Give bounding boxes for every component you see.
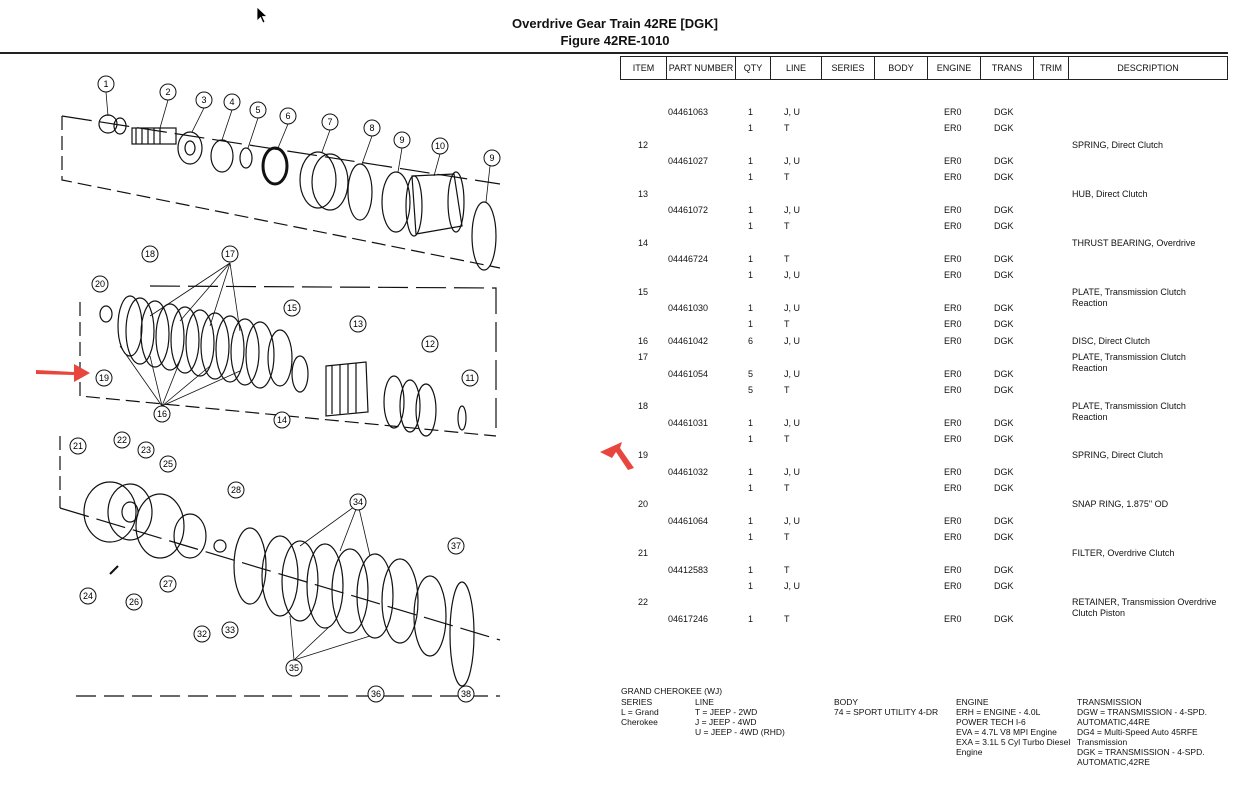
table-row — [620, 611, 1227, 627]
cell-item: 22 — [638, 597, 649, 608]
cell-part: 04461064 — [668, 515, 709, 526]
cell-trans: DGK — [994, 123, 1014, 134]
table-row — [620, 235, 1227, 251]
table-row — [620, 578, 1227, 594]
table-row — [620, 366, 1227, 382]
cell-line: J, U — [784, 156, 801, 167]
callout-5 — [250, 102, 266, 118]
table-row — [620, 251, 1227, 267]
header-rule — [0, 52, 1228, 54]
cell-qty: 1 — [748, 303, 754, 314]
cell-trans: DGK — [994, 580, 1014, 591]
legend-body: BODY 74 = SPORT UTILITY 4-DR — [834, 697, 939, 717]
cell-line: J, U — [784, 515, 801, 526]
callout-8 — [364, 120, 380, 136]
cell-qty: 1 — [748, 254, 754, 265]
cell-item: 17 — [638, 352, 649, 363]
cell-line: T — [784, 613, 790, 624]
col-description: DESCRIPTION — [1069, 57, 1228, 80]
cell-desc: SPRING, Direct Clutch — [1072, 450, 1164, 461]
callout-16 — [154, 406, 170, 422]
part-9b-snap-ring — [472, 202, 496, 270]
callout-10 — [432, 138, 448, 154]
part-33-plate — [234, 528, 266, 604]
callout-35 — [286, 660, 302, 676]
cell-qty: 1 — [748, 156, 754, 167]
cell-qty: 1 — [748, 482, 754, 493]
part-38-snap-ring — [450, 582, 474, 686]
callout-label: 10 — [434, 141, 446, 151]
part-24-bolt — [110, 566, 118, 574]
part-15-plate — [268, 330, 292, 386]
cell-trans: DGK — [994, 107, 1014, 117]
cell-qty: 1 — [748, 107, 754, 117]
callout-17 — [222, 246, 238, 262]
table-row — [620, 153, 1227, 169]
cell-trans: DGK — [994, 531, 1014, 542]
cell-qty: 6 — [748, 335, 754, 346]
cell-item: 20 — [638, 499, 649, 510]
callout-24 — [80, 588, 96, 604]
cell-desc: HUB, Direct Clutch — [1072, 188, 1148, 199]
cell-part: 04461054 — [668, 368, 709, 379]
parts-table-body — [620, 104, 1227, 627]
cell-part: 04461030 — [668, 303, 709, 314]
table-row — [620, 267, 1227, 283]
callout-9 — [394, 132, 410, 148]
part-8-ring — [348, 164, 372, 220]
cell-qty: 1 — [748, 515, 754, 526]
cell-item: 21 — [638, 548, 649, 559]
callout-12 — [422, 336, 438, 352]
cell-engine: ER0 — [944, 531, 962, 542]
callout-label: 14 — [276, 415, 288, 425]
cell-engine: ER0 — [944, 466, 962, 477]
callout-label: 23 — [140, 445, 152, 455]
cell-trans: DGK — [994, 335, 1014, 346]
cell-engine: ER0 — [944, 613, 962, 624]
cell-trans: DGK — [994, 613, 1014, 624]
callout-label: 15 — [286, 303, 298, 313]
callout-label: 32 — [196, 629, 208, 639]
cell-qty: 1 — [748, 172, 754, 183]
cell-line: T — [784, 433, 790, 444]
cell-item: 14 — [638, 237, 649, 248]
cell-trans: DGK — [994, 482, 1014, 493]
table-row — [620, 333, 1227, 349]
callout-32 — [194, 626, 210, 642]
callout-label: 26 — [128, 597, 140, 607]
callout-21 — [70, 438, 86, 454]
cell-trans: DGK — [994, 254, 1014, 265]
callout-34 — [350, 494, 366, 510]
cell-qty: 1 — [748, 564, 754, 575]
cell-desc: THRUST BEARING, Overdrive — [1072, 237, 1196, 248]
cell-trans: DGK — [994, 221, 1014, 232]
cell-part: 04461027 — [668, 156, 709, 167]
cell-qty: 1 — [748, 123, 754, 134]
cell-desc: PLATE, Transmission Clutch Reaction — [1072, 352, 1186, 374]
col-qty: QTY — [736, 57, 771, 80]
cell-engine: ER0 — [944, 580, 962, 591]
callout-label: 13 — [352, 319, 364, 329]
cell-engine: ER0 — [944, 156, 962, 167]
legend-line: LINE T = JEEP - 2WD J = JEEP - 4WD U = JEEP - 4WD (RHD) — [695, 697, 785, 737]
callout-label: 33 — [224, 625, 236, 635]
callout-label: 36 — [370, 689, 382, 699]
cell-line: T — [784, 319, 790, 330]
legend-transmission: TRANSMISSION DGW = TRANSMISSION - 4-SPD. AUTOMATIC,44RE DG4 = Multi-Speed Auto 45RFE Transmission DGK = TRANSMISSION - 4-SPD. AUTOMATIC,42RE — [1077, 697, 1207, 767]
red-arrow-left-icon — [34, 360, 94, 384]
cell-part: 04461031 — [668, 417, 709, 428]
table-row — [620, 284, 1227, 308]
cell-line: J, U — [784, 205, 801, 216]
callout-36 — [368, 686, 384, 702]
callout-label: 35 — [288, 663, 300, 673]
cell-qty: 1 — [748, 319, 754, 330]
cell-trans: DGK — [994, 270, 1014, 281]
callout-6 — [280, 108, 296, 124]
callout-33 — [222, 622, 238, 638]
cell-item: 12 — [638, 139, 649, 150]
callout-label: 2 — [165, 87, 171, 97]
callout-15 — [284, 300, 300, 316]
cell-line: T — [784, 531, 790, 542]
legend-engine: ENGINE ERH = ENGINE - 4.0L POWER TECH I-6 EVA = 4.7L V8 MPI Engine EXA = 3.1L 5 Cyl Turbo Diesel Engine — [956, 697, 1071, 757]
table-row — [620, 137, 1227, 153]
callout-label: 34 — [352, 497, 364, 507]
cell-trans: DGK — [994, 303, 1014, 314]
cell-qty: 1 — [748, 580, 754, 591]
callout-label: 7 — [327, 117, 333, 127]
table-row — [620, 464, 1227, 480]
callout-label: 9 — [399, 135, 405, 145]
callout-9 — [484, 150, 500, 166]
callout-20 — [92, 276, 108, 292]
parts-table-header — [620, 56, 1228, 80]
cell-item: 18 — [638, 401, 649, 412]
cell-desc: SPRING, Direct Clutch — [1072, 139, 1164, 150]
callout-label: 6 — [285, 111, 291, 121]
table-row — [620, 120, 1227, 136]
mouse-cursor-icon — [256, 6, 270, 26]
cell-part: 04446724 — [668, 254, 709, 265]
callout-label: 3 — [201, 95, 207, 105]
table-row — [620, 382, 1227, 398]
table-row — [620, 447, 1227, 463]
callout-14 — [274, 412, 290, 428]
callout-label: 8 — [369, 123, 375, 133]
cell-qty: 1 — [748, 205, 754, 216]
callout-label: 16 — [156, 409, 168, 419]
legend-model: GRAND CHEROKEE (WJ) — [621, 686, 723, 696]
table-row — [620, 104, 1227, 120]
cell-trans: DGK — [994, 433, 1014, 444]
table-row — [620, 300, 1227, 316]
col-trim: TRIM — [1034, 57, 1069, 80]
cell-engine: ER0 — [944, 319, 962, 330]
table-row — [620, 316, 1227, 332]
cell-engine: ER0 — [944, 384, 962, 395]
cell-part: 04461072 — [668, 205, 709, 216]
table-row — [620, 545, 1227, 561]
callout-label: 5 — [255, 105, 261, 115]
cell-part: 04461063 — [668, 107, 709, 117]
cell-line: J, U — [784, 270, 801, 281]
cell-line: J, U — [784, 580, 801, 591]
cell-trans: DGK — [994, 368, 1014, 379]
part-4-gear — [211, 140, 233, 172]
callout-19 — [96, 370, 112, 386]
cell-trans: DGK — [994, 417, 1014, 428]
cell-trans: DGK — [994, 515, 1014, 526]
cell-part: 04461042 — [668, 335, 709, 346]
cell-engine: ER0 — [944, 482, 962, 493]
cell-engine: ER0 — [944, 123, 962, 134]
part-28-ring — [214, 540, 226, 552]
callout-23 — [138, 442, 154, 458]
part-11-snap-ring — [458, 406, 466, 430]
cell-trans: DGK — [994, 172, 1014, 183]
cell-engine: ER0 — [944, 417, 962, 428]
callout-label: 19 — [98, 373, 110, 383]
col-series: SERIES — [822, 57, 875, 80]
cell-engine: ER0 — [944, 433, 962, 444]
exploded-diagram — [0, 56, 560, 716]
part-27-seal — [174, 514, 206, 558]
table-row — [620, 480, 1227, 496]
cell-engine: ER0 — [944, 172, 962, 183]
callout-11 — [462, 370, 478, 386]
table-row — [620, 202, 1227, 218]
callout-label: 22 — [116, 435, 128, 445]
col-part-number: PART NUMBER — [667, 57, 736, 80]
cell-item: 19 — [638, 450, 649, 461]
col-item: ITEM — [621, 57, 667, 80]
callout-label: 9 — [489, 153, 495, 163]
table-row — [620, 513, 1227, 529]
part-20-snap-ring — [100, 306, 112, 322]
callout-1 — [98, 76, 114, 92]
table-row — [620, 415, 1227, 431]
callout-label: 12 — [424, 339, 436, 349]
callout-label: 28 — [230, 485, 242, 495]
callout-2 — [160, 84, 176, 100]
table-row — [620, 169, 1227, 185]
page-title: Overdrive Gear Train 42RE [DGK] — [512, 16, 718, 31]
cell-qty: 1 — [748, 531, 754, 542]
callout-label: 11 — [465, 373, 475, 383]
callout-label: 37 — [450, 541, 462, 551]
cell-desc: DISC, Direct Clutch — [1072, 335, 1151, 346]
cell-line: J, U — [784, 417, 801, 428]
cell-engine: ER0 — [944, 303, 962, 314]
cell-qty: 1 — [748, 613, 754, 624]
part-14-bearing — [292, 356, 308, 392]
cell-trans: DGK — [994, 384, 1014, 395]
legend — [621, 686, 1207, 767]
cell-line: J, U — [784, 335, 801, 346]
part-6-bearing — [263, 148, 287, 184]
cell-line: T — [784, 564, 790, 575]
cell-line: J, U — [784, 107, 801, 117]
cell-part: 04461032 — [668, 466, 709, 477]
cell-engine: ER0 — [944, 270, 962, 281]
callout-4 — [224, 94, 240, 110]
cell-trans: DGK — [994, 564, 1014, 575]
table-row — [620, 562, 1227, 578]
cell-engine: ER0 — [944, 515, 962, 526]
cell-engine: ER0 — [944, 205, 962, 216]
callout-7 — [322, 114, 338, 130]
callout-28 — [228, 482, 244, 498]
cell-engine: ER0 — [944, 564, 962, 575]
callout-label: 1 — [103, 79, 109, 89]
cell-part: 04617246 — [668, 613, 709, 624]
cell-qty: 1 — [748, 221, 754, 232]
cell-desc: PLATE, Transmission Clutch Reaction — [1072, 286, 1186, 308]
legend-series: SERIES L = Grand Cherokee — [621, 697, 659, 727]
table-row — [620, 529, 1227, 545]
cell-qty: 1 — [748, 270, 754, 281]
cell-engine: ER0 — [944, 107, 962, 117]
figure-label: Figure 42RE-1010 — [560, 33, 670, 48]
col-line: LINE — [771, 57, 822, 80]
callout-label: 27 — [162, 579, 174, 589]
cell-part: 04412583 — [668, 564, 709, 575]
part-5-ring — [240, 148, 252, 168]
callout-38 — [458, 686, 474, 702]
callout-label: 25 — [162, 459, 174, 469]
callout-22 — [114, 432, 130, 448]
callout-label: 17 — [224, 249, 236, 259]
cell-line: T — [784, 123, 790, 134]
cell-engine: ER0 — [944, 221, 962, 232]
table-row — [620, 218, 1227, 234]
cell-line: J, U — [784, 368, 801, 379]
cell-qty: 5 — [748, 384, 754, 395]
callout-label: 4 — [229, 97, 235, 107]
col-body: BODY — [875, 57, 928, 80]
col-engine: ENGINE — [928, 57, 981, 80]
callout-27 — [160, 576, 176, 592]
callout-label: 18 — [144, 249, 156, 259]
cell-desc: PLATE, Transmission Clutch Reaction — [1072, 401, 1186, 423]
cell-line: T — [784, 172, 790, 183]
col-trans: TRANS — [981, 57, 1034, 80]
callout-25 — [160, 456, 176, 472]
cell-line: J, U — [784, 303, 801, 314]
cell-line: T — [784, 384, 790, 395]
cell-engine: ER0 — [944, 368, 962, 379]
callout-3 — [196, 92, 212, 108]
cell-desc: RETAINER, Transmission Overdrive Clutch Piston — [1072, 597, 1217, 619]
cell-item: 13 — [638, 188, 649, 199]
cell-item: 15 — [638, 286, 649, 297]
callout-37 — [448, 538, 464, 554]
cell-qty: 1 — [748, 466, 754, 477]
table-row — [620, 496, 1227, 512]
cell-desc: FILTER, Overdrive Clutch — [1072, 548, 1175, 559]
cell-line: J, U — [784, 466, 801, 477]
cell-trans: DGK — [994, 156, 1014, 167]
cell-engine: ER0 — [944, 335, 962, 346]
part-22-retainer — [84, 482, 136, 542]
part-37-plate — [414, 576, 446, 656]
cell-qty: 1 — [748, 417, 754, 428]
cell-item: 16 — [638, 335, 649, 346]
cell-line: T — [784, 482, 790, 493]
cell-trans: DGK — [994, 205, 1014, 216]
part-3-gear — [178, 132, 202, 164]
part-19-spring — [118, 296, 142, 356]
table-row — [620, 431, 1227, 447]
table-row — [620, 186, 1227, 202]
cell-trans: DGK — [994, 466, 1014, 477]
cell-line: T — [784, 221, 790, 232]
callout-13 — [350, 316, 366, 332]
cell-engine: ER0 — [944, 254, 962, 265]
callout-18 — [142, 246, 158, 262]
callout-label: 21 — [72, 441, 84, 451]
callout-label: 24 — [82, 591, 94, 601]
cell-desc: SNAP RING, 1.875" OD — [1072, 499, 1169, 510]
cell-line: T — [784, 254, 790, 265]
cell-trans: DGK — [994, 319, 1014, 330]
cell-qty: 5 — [748, 368, 754, 379]
callout-label: 20 — [94, 279, 106, 289]
callout-label: 38 — [460, 689, 472, 699]
cell-qty: 1 — [748, 433, 754, 444]
callout-26 — [126, 594, 142, 610]
